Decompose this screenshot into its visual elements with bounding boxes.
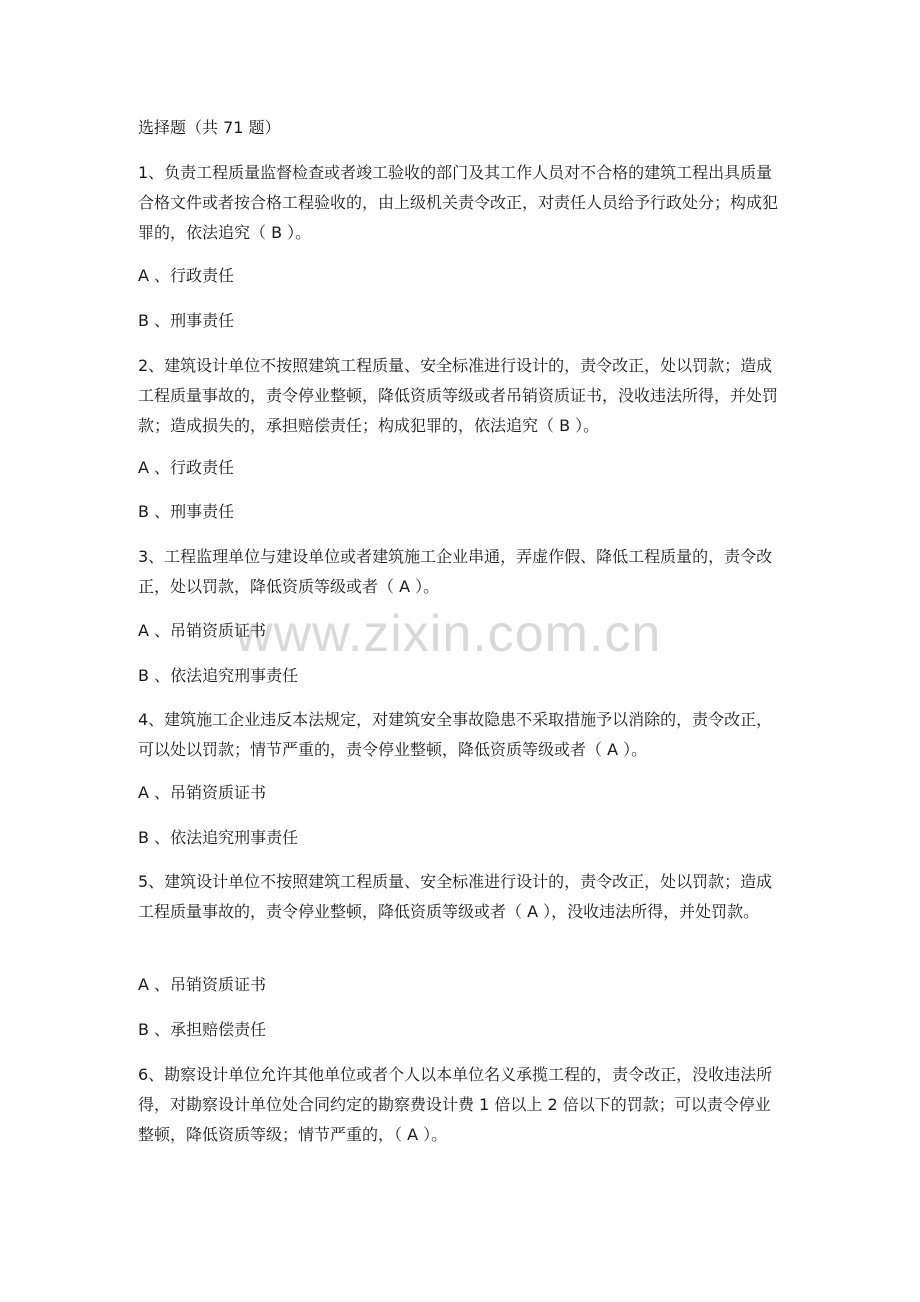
option-b: B 、刑事责任 bbox=[138, 502, 235, 521]
option-b: B 、刑事责任 bbox=[138, 311, 235, 330]
option-a: A 、吊销资质证书 bbox=[138, 975, 267, 994]
option-a: A 、吊销资质证书 bbox=[138, 621, 267, 640]
question-text: 1、负责工程质量监督检查或者竣工验收的部门及其工作人员对不合格的建筑工程出具质量合格文件或者按合格工程验收的，由上级机关责令改正，对责任人员给予行政处分；构成犯罪的，依法追究（ B ）。 bbox=[138, 163, 779, 242]
option-b: B 、依法追究刑事责任 bbox=[138, 666, 299, 685]
option-a: A 、行政责任 bbox=[138, 266, 235, 285]
question-text: 6、勘察设计单位允许其他单位或者个人以本单位名义承揽工程的，责令改正，没收违法所得，对勘察设计单位处合同约定的勘察费设计费 1 倍以上 2 倍以下的罚款；可以责令停业整顿，降低资质等级；情节严重的，（ A ）。 bbox=[138, 1065, 773, 1144]
watermark: www.zixin.com.cn bbox=[235, 605, 662, 663]
question-text: 2、建筑设计单位不按照建筑工程质量、安全标准进行设计的，责令改正，处以罚款；造成工程质量事故的，责令停业整顿，降低资质等级或者吊销资质证书，没收违法所得，并处罚款；造成损失的，承担赔偿责任；构成犯罪的，依法追究（ B ）。 bbox=[138, 356, 779, 435]
question-text: 5、建筑设计单位不按照建筑工程质量、安全标准进行设计的，责令改正，处以罚款；造成工程质量事故的，责令停业整顿，降低资质等级或者（ A ），没收违法所得，并处罚款。 bbox=[138, 872, 773, 921]
option-b: B 、依法追究刑事责任 bbox=[138, 828, 299, 847]
option-b: B 、承担赔偿责任 bbox=[138, 1020, 267, 1039]
option-a: A 、行政责任 bbox=[138, 458, 235, 477]
question-text: 4、建筑施工企业违反本法规定，对建筑安全事故隐患不采取措施予以消除的，责令改正，可以处以罚款；情节严重的，责令停业整顿，降低资质等级或者（ A ）。 bbox=[138, 710, 773, 759]
section-heading: 选择题（共 71 题） bbox=[138, 118, 281, 137]
option-a: A 、吊销资质证书 bbox=[138, 783, 267, 802]
question-text: 3、工程监理单位与建设单位或者建筑施工企业串通，弄虚作假、降低工程质量的，责令改正，处以罚款，降低资质等级或者（ A ）。 bbox=[138, 547, 773, 596]
